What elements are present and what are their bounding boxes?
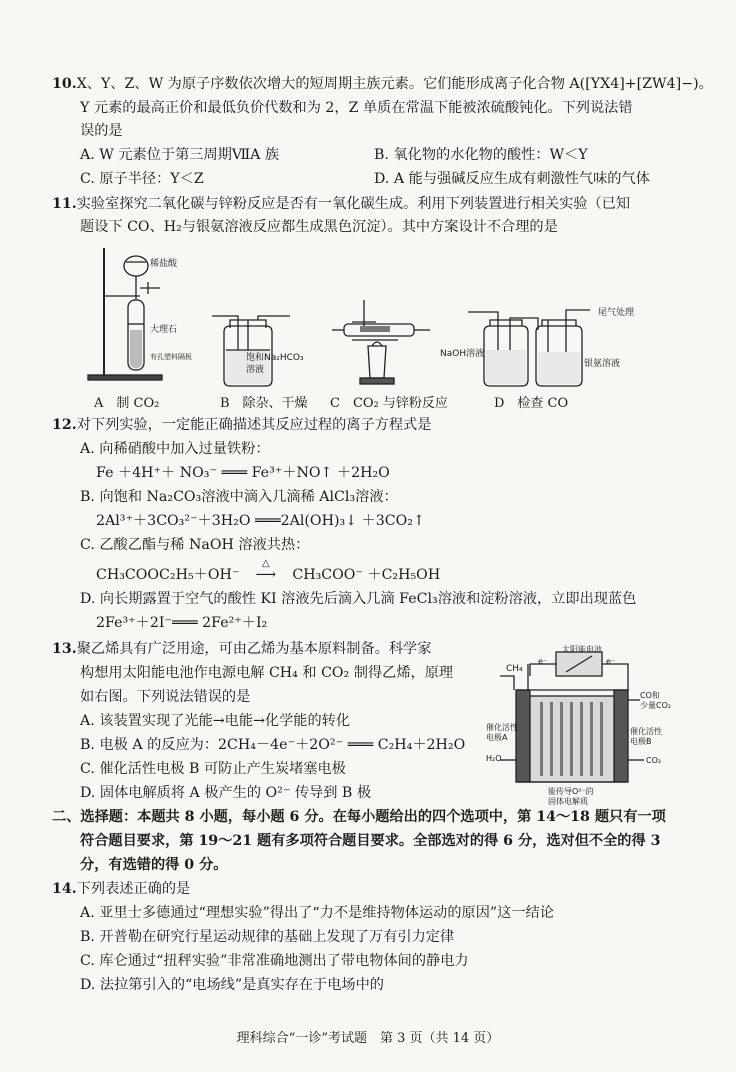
option-b: B. 向饱和 Na₂CO₃溶液中滴入几滴稀 AlCl₃溶液： xyxy=(80,489,398,505)
option-d: D. 向长期露置于空气的酸性 KI 溶液先后滴入几滴 FeCl₃溶液和淀粉溶液，立即出现蓝色 xyxy=(80,591,637,607)
q13-stem-line2: 构想用太阳能电池作电源电解 CH₄ 和 CO₂ 制得乙烯，原理 xyxy=(80,665,454,681)
label-electrode-a1: 催化活性 xyxy=(486,723,518,732)
q11-stem-line2: 题设下 CO、H₂与银氨溶液反应都生成黑色沉淀）。其中方案设计不合理的是 xyxy=(80,219,558,235)
label-electrolyte1: 能传导O²⁻的 xyxy=(548,787,594,796)
caption-a: A 制 CO₂ xyxy=(94,396,160,411)
option-a: A. W 元素位于第三周期ⅦA 族 xyxy=(80,147,280,163)
label-nahco3: 饱和Na₂HCO₃ xyxy=(246,353,304,363)
question-number: 13. xyxy=(52,641,77,657)
question-number: 10. xyxy=(52,76,77,92)
q10-stem: X、Y、Z、W 为原子序数依次增大的短周期主族元素。它们能形成离子化合物 A([YX4]+[ZW4]−)。 xyxy=(76,76,713,92)
option-c: C. 原子半径：Y＜Z xyxy=(80,171,204,187)
equation-c-left: CH₃COOC₂H₅＋OH⁻ xyxy=(96,567,240,583)
option-a: A. 该装置实现了光能→电能→化学能的转化 xyxy=(80,713,351,729)
caption-c: C CO₂ 与锌粉反应 xyxy=(330,396,448,411)
option-a: A. 亚里士多德通过“理想实验”得出了“力不是维持物体运动的原因”这一结论 xyxy=(80,905,554,921)
label-marble: 大理石 xyxy=(150,325,178,335)
label-electrode-b1: 催化活性 xyxy=(630,727,662,736)
label-naoh: NaOH溶液 xyxy=(440,349,485,359)
label-electron-right: e⁻ xyxy=(606,657,616,666)
q14-stem: 下列表述正确的是 xyxy=(76,881,191,897)
q11-stem: 实验室探究二氧化碳与锌粉反应是否有一氧化碳生成。利用下列装置进行相关实验（已知 xyxy=(76,196,631,212)
q13-stem: 聚乙烯具有广泛用途，可由乙烯为基本原料制备。科学家 xyxy=(76,641,432,657)
option-c: C. 库仑通过“扭秤实验”非常准确地测出了带电物体间的静电力 xyxy=(80,953,469,969)
heat-condition: △ xyxy=(261,558,270,569)
option-b: B. 电极 A 的反应为：2CH₄－4e⁻＋2O²⁻ ═══ C₂H₄＋2H₂O xyxy=(80,737,466,753)
option-d: D. 固体电解质将 A 极产生的 O²⁻ 传导到 B 极 xyxy=(80,785,372,801)
label-electron-left: e⁻ xyxy=(538,657,548,666)
section2-line1: 二、选择题：本题共 8 小题，每小题 6 分。在每小题给出的四个选项中，第 14～18 题只有一项 xyxy=(52,809,666,825)
label-co-mix2: 少量CO₂ xyxy=(640,701,672,710)
label-co-mix1: CO和 xyxy=(640,691,660,700)
label-solar-cell: 太阳能电池 xyxy=(562,645,602,654)
q10-stem-line3: 误的是 xyxy=(80,123,123,139)
question-number: 14. xyxy=(52,881,77,897)
label-silver-ammonia: 银氨溶液 xyxy=(584,359,621,369)
label-h2o: H₂O xyxy=(486,754,502,763)
option-c: C. 催化活性电极 B 可防止产生炭堵塞电极 xyxy=(80,761,346,777)
label-ch4: CH₄ xyxy=(506,664,523,674)
q10-stem-line2: Y 元素的最高正价和最低负价代数和为 2，Z 单质在常温下能被浓硫酸钝化。下列说法错 xyxy=(80,100,633,116)
option-c: C. 乙酸乙酯与稀 NaOH 溶液共热： xyxy=(80,537,310,553)
option-b: B. 氧化物的水化物的酸性：W＜Y xyxy=(374,147,588,163)
option-d: D. 法拉第引入的“电场线”是真实存在于电场中的 xyxy=(80,977,384,993)
caption-b: B 除杂、干燥 xyxy=(220,396,308,411)
section2-line2: 符合题目要求，第 19～21 题有多项符合题目要求。全部选对的得 6 分，选对但不全的得 3 xyxy=(80,833,661,849)
section2-line3: 分，有选错的得 0 分。 xyxy=(80,857,228,873)
q12-stem: 对下列实验，一定能正确描述其反应过程的离子方程式是 xyxy=(76,417,432,433)
question-number: 12. xyxy=(52,417,77,433)
q14-line1 xyxy=(52,880,190,898)
option-b: B. 开普勒在研究行星运动规律的基础上发现了万有引力定律 xyxy=(80,929,455,945)
option-d: D. A 能与强碱反应生成有刺激性气味的气体 xyxy=(374,171,650,187)
caption-d: D 检查 CO xyxy=(494,396,569,411)
page-footer: 理科综合“一诊”考试题 第 3 页（共 14 页） xyxy=(236,1031,500,1046)
reaction-arrow: △ ⟶ xyxy=(244,566,288,584)
label-solution: 溶液 xyxy=(246,365,265,375)
q13-stem-line3: 如右图。下列说法错误的是 xyxy=(80,689,251,705)
label-electrode-a2: 电极A xyxy=(486,733,508,742)
label-electrode-b2: 电极B xyxy=(630,737,652,746)
equation-b: 2Al³⁺＋3CO₃²⁻＋3H₂O ═══2Al(OH)₃↓ ＋3CO₂↑ xyxy=(96,513,425,529)
equation-c-right: CH₃COO⁻ ＋C₂H₅OH xyxy=(292,567,441,583)
question-number: 11. xyxy=(52,196,77,212)
equation-d: 2Fe³⁺＋2I⁻═══ 2Fe²⁺＋I₂ xyxy=(96,615,268,631)
option-a: A. 向稀硝酸中加入过量铁粉： xyxy=(80,441,270,457)
label-exhaust: 尾气处理 xyxy=(598,308,635,318)
label-dilute-hcl: 稀盐酸 xyxy=(150,259,178,269)
label-co2: CO₂ xyxy=(646,756,662,765)
label-electrolyte2: 固体电解质 xyxy=(548,797,588,806)
label-plate: 有孔塑料隔板 xyxy=(150,353,192,361)
equation-a: Fe ＋4H⁺＋ NO₃⁻ ═══ Fe³⁺＋NO↑ ＋2H₂O xyxy=(96,465,390,481)
